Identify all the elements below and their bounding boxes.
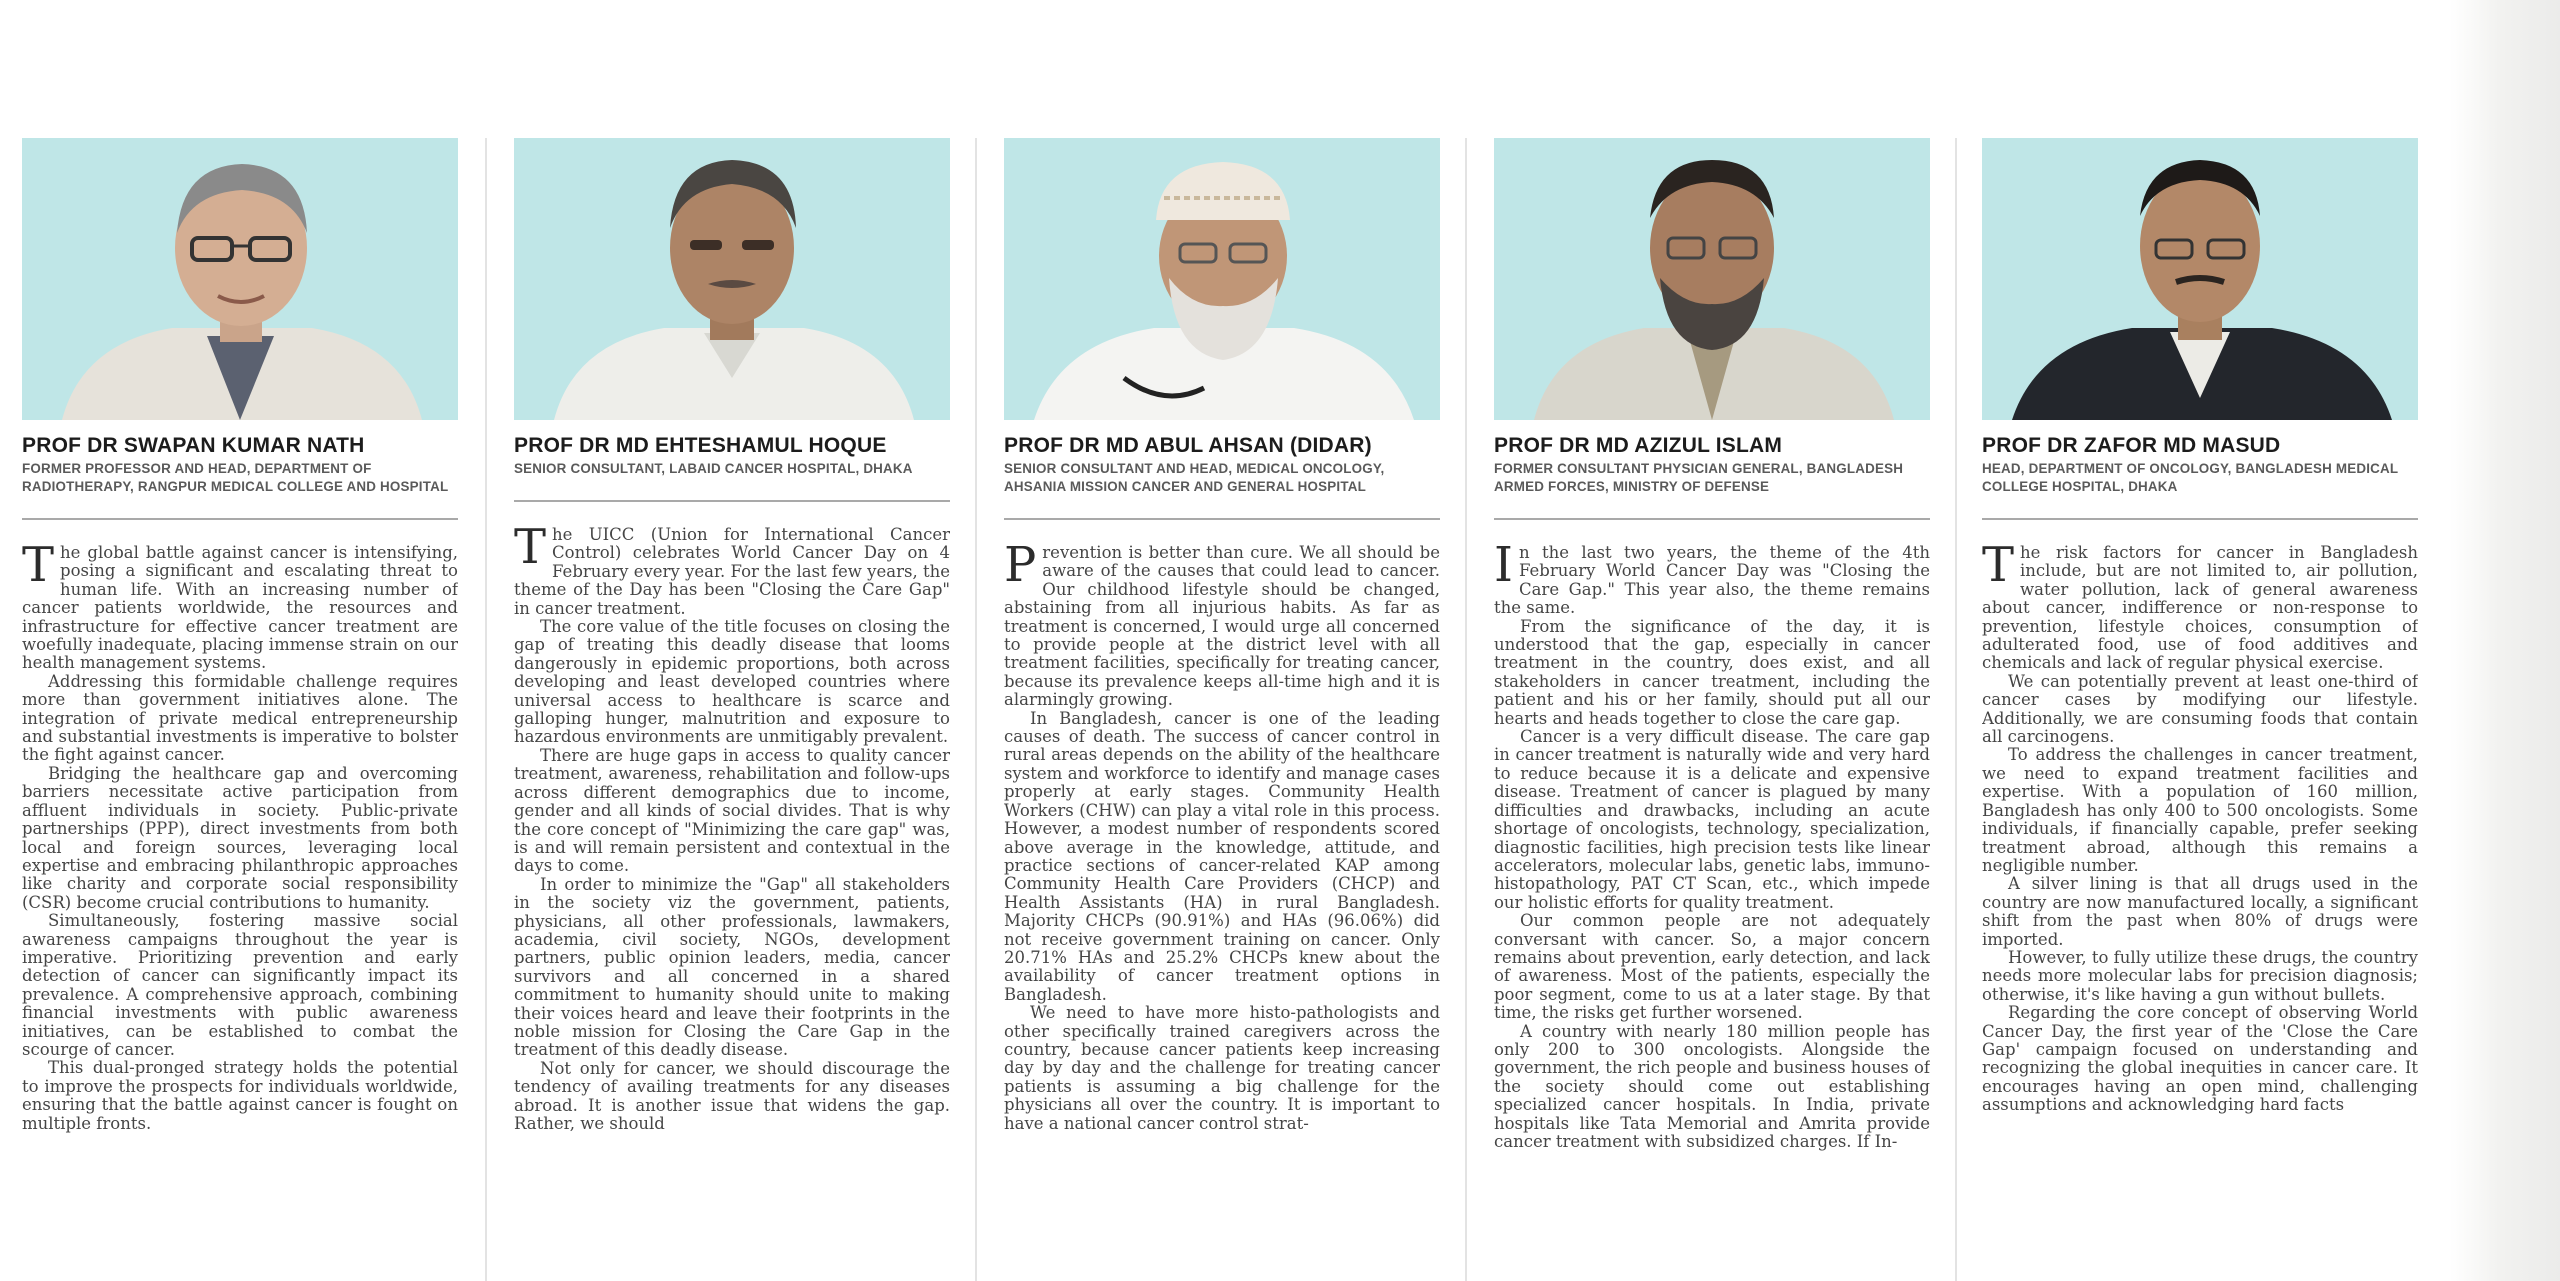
- page-edge-shadow: [2450, 0, 2560, 1281]
- column-zafor-md-masud: [1982, 138, 2418, 1281]
- paragraph: In the last two years, the theme of the 4th February World Cancer Day was "Closing the Care Gap." This year also, the theme remains the same.: [1494, 537, 1930, 618]
- column-abul-ahsan: [1004, 138, 1440, 1281]
- article-body: [1982, 537, 2418, 1115]
- paragraph: The global battle against cancer is intensifying, posing a significant and escalating threat to human life. With an increasing number of cancer patients worldwide, the resources and infrastructure for effective cancer treatment are woefully inadequate, placing immense strain on our health management systems.: [22, 537, 458, 673]
- portrait-icon: [514, 138, 950, 420]
- author-title: HEAD, DEPARTMENT OF ONCOLOGY, BANGLADESH MEDICAL COLLEGE HOSPITAL, DHAKA: [1982, 461, 2399, 494]
- portrait-icon: [22, 138, 458, 420]
- paragraph: This dual-pronged strategy holds the potential to improve the prospects for individuals worldwide, ensuring that the battle against cancer is fought on multiple fronts.: [22, 1058, 458, 1133]
- column-divider: [975, 138, 977, 1281]
- portrait-photo: [1494, 138, 1930, 420]
- paragraph: Prevention is better than cure. We all should be aware of the causes that could lead to cancer. Our childhood lifestyle should be changed, abstaining from all injurious habits. As far as treatment is concerned, I would urge all concerned to provide people at the district level with all treatment facilities, specifically for treating cancer, because its prevalence keeps all-time high and it is alarmingly growing.: [1004, 537, 1440, 710]
- paragraph: A silver lining is that all drugs used in the country are now manufactured locally, a significant shift from the past when 80% of drugs were imported.: [1982, 874, 2418, 949]
- column-divider: [485, 138, 487, 1281]
- portrait-icon: [1494, 138, 1930, 420]
- paragraph: In order to minimize the "Gap" all stakeholders in the society viz the government, patients, physicians, all other professionals, lawmakers, academia, civil society, NGOs, development partners, public opinion leaders, media, cancer survivors and all concerned in a shared commitment to humanity should unite to making their voices heard and leave their footprints in the noble mission for Closing the Care Gap in the treatment of this deadly disease.: [514, 874, 950, 1060]
- column-swapan-kumar-nath: [22, 138, 458, 1281]
- portrait-icon: [1982, 138, 2418, 420]
- divider: [1982, 518, 2418, 520]
- paragraph: A country with nearly 180 million people has only 200 to 300 oncologists. Alongside the government, the rich people and business houses of the society should come out establishing specialized cancer hospitals. In India, private hospitals like Tata Memorial and Amrita provide cancer treatment with subsidized charges. If In-: [1494, 1021, 1930, 1151]
- author-title: SENIOR CONSULTANT AND HEAD, MEDICAL ONCOLOGY, AHSANIA MISSION CANCER AND GENERAL HOSPITAL: [1004, 461, 1385, 494]
- paragraph: Regarding the core concept of observing World Cancer Day, the first year of the 'Close the Care Gap' campaign focused on understanding and recognizing the global inequities in cancer care. It encourages having an open mind, challenging assumptions and acknowledging hard facts: [1982, 1003, 2418, 1115]
- portrait-photo: [514, 138, 950, 420]
- portrait-photo: [1982, 138, 2418, 420]
- author-title: SENIOR CONSULTANT, LABAID CANCER HOSPITAL, DHAKA: [514, 461, 913, 476]
- paragraph: Cancer is a very difficult disease. The care gap in cancer treatment is naturally wide and very hard to reduce because it is a delicate and expensive disease. Treatment of cancer is plagued by many difficulties and drawbacks, including an acute shortage of oncologists, technology, specialization, diagnostic facilities, high precision tests like linear accelerators, molecular labs, genetic labs, immuno-histopathology, PAT CT Scan, etc., which impede our holistic efforts for quality treatment.: [1494, 727, 1930, 912]
- paragraph: However, to fully utilize these drugs, the country needs more molecular labs for precision diagnosis; otherwise, it's like having a gun without bullets.: [1982, 947, 2418, 1004]
- portrait-icon: [1004, 138, 1440, 420]
- column-divider: [1955, 138, 1957, 1281]
- author-name: PROF DR ZAFOR MD MASUD: [1982, 434, 2281, 457]
- paragraph: The risk factors for cancer in Bangladesh include, but are not limited to, air pollution, water pollution, lack of general awareness about cancer, indifference or non-response to prevention, lifestyle choices, consumption of adulterated food, use of food additives and chemicals and lack of regular physical exercise.: [1982, 537, 2418, 673]
- paragraph: The UICC (Union for International Cancer Control) celebrates World Cancer Day on 4 February every year. For the last few years, the theme of the Day has been "Closing the Care Gap" in cancer treatment.: [514, 519, 950, 618]
- paragraph: Addressing this formidable challenge requires more than government initiatives alone. The integration of private medical entrepreneurship and substantial investments is imperative to bolster the fight against cancer.: [22, 671, 458, 765]
- divider: [1004, 518, 1440, 520]
- portrait-photo: [22, 138, 458, 420]
- paragraph: From the significance of the day, it is understood that the gap, especially in cancer treatment in the country, does exist, and all stakeholders in cancer treatment, including the patient and his or her family, should put all our hearts and heads together to close the care gap.: [1494, 616, 1930, 728]
- paragraph: We can potentially prevent at least one-third of cancer cases by modifying our lifestyle. Additionally, we are consuming foods that contain all carcinogens.: [1982, 671, 2418, 747]
- portrait-photo: [1004, 138, 1440, 420]
- paragraph: Bridging the healthcare gap and overcoming barriers necessitate active participation from affluent individuals in society. Public-private partnerships (PPP), direct investments from both local and foreign sources, leveraging local expertise and embracing philanthropic approaches like charity and corporate social responsibility (CSR) become crucial contributions to humanity.: [22, 763, 458, 912]
- divider: [1494, 518, 1930, 520]
- paragraph: Not only for cancer, we should discourage the tendency of availing treatments for any diseases abroad. It is another issue that widens the gap. Rather, we should: [514, 1058, 950, 1133]
- author-name: PROF DR SWAPAN KUMAR NATH: [22, 434, 365, 457]
- divider: [22, 518, 458, 520]
- article-body: [1004, 537, 1440, 1133]
- column-ehteshamul-hoque: [514, 138, 950, 1281]
- column-divider: [1465, 138, 1467, 1281]
- paragraph: Simultaneously, fostering massive social awareness campaigns throughout the year is imperative. Prioritizing prevention and early detection of cancer can significantly impact its prevalence. A comprehensive approach, combining financial investments with public awareness initiatives, can be established to combat the scourge of cancer.: [22, 911, 458, 1059]
- author-title: FORMER PROFESSOR AND HEAD, DEPARTMENT OF RADIOTHERAPY, RANGPUR MEDICAL COLLEGE AND HOSPITAL: [22, 461, 449, 494]
- author-title: FORMER CONSULTANT PHYSICIAN GENERAL, BANGLADESH ARMED FORCES, MINISTRY OF DEFENSE: [1494, 461, 1904, 494]
- author-name: PROF DR MD EHTESHAMUL HOQUE: [514, 434, 887, 457]
- paragraph: Our common people are not adequately conversant with cancer. So, a major concern remains about prevention, early detection, and lack of awareness. Most of the patients, especially the poor segment, come to us at a later stage. By that time, the risks get further worsened.: [1494, 911, 1930, 1023]
- paragraph: To address the challenges in cancer treatment, we need to expand treatment facilities and expertise. With a population of 160 million, Bangladesh has only 400 to 500 oncologists. Some individuals, if financially capable, prefer seeking treatment abroad, although this remains a negligible number.: [1982, 745, 2418, 875]
- paragraph: In Bangladesh, cancer is one of the leading causes of death. The success of cancer control in rural areas depends on the ability of the healthcare system and workforce to identify and manage cases properly at early stages. Community Health Workers (CHW) can play a vital role in this process. However, a modest number of respondents scored above average in the knowledge, attitude, and practice sections of cancer-related KAP among Community Health Care Providers (CHCP) and Health Assistants (HA) in rural Bangladesh. Majority CHCPs (90.91%) and HAs (96.06%) did not receive government training on cancer. Only 20.71% HAs and 25.2% CHCPs knew about the availability of cancer treatment options in Bangladesh.: [1004, 708, 1440, 1004]
- column-azizul-islam: [1494, 138, 1930, 1281]
- article-body: [22, 537, 458, 1133]
- paragraph: There are huge gaps in access to quality cancer treatment, awareness, rehabilitation and follow-ups across different demographics due to income, gender and all kinds of social divides. That is why the core concept of "Minimizing the care gap" was, is and will remain persistent and contextual in the days to come.: [514, 745, 950, 876]
- article-body: [1494, 537, 1930, 1151]
- paragraph: We need to have more histo-pathologists and other specifically trained caregivers across the country, because cancer patients keep increasing day by day and the challenge for treating cancer patients is assuming a big challenge for the physicians all over the country. It is important to have a national cancer control strat-: [1004, 1003, 1440, 1133]
- divider: [514, 500, 950, 502]
- author-name: PROF DR MD AZIZUL ISLAM: [1494, 434, 1783, 457]
- paragraph: The core value of the title focuses on closing the gap of treating this deadly disease that looms dangerously in epidemic proportions, both across developing and least developed countries where universal access to healthcare is scarce and galloping hunger, malnutrition and exposure to hazardous environments are unmitigably prevalent.: [514, 617, 950, 747]
- article-body: [514, 519, 950, 1133]
- author-name: PROF DR MD ABUL AHSAN (DIDAR): [1004, 434, 1372, 457]
